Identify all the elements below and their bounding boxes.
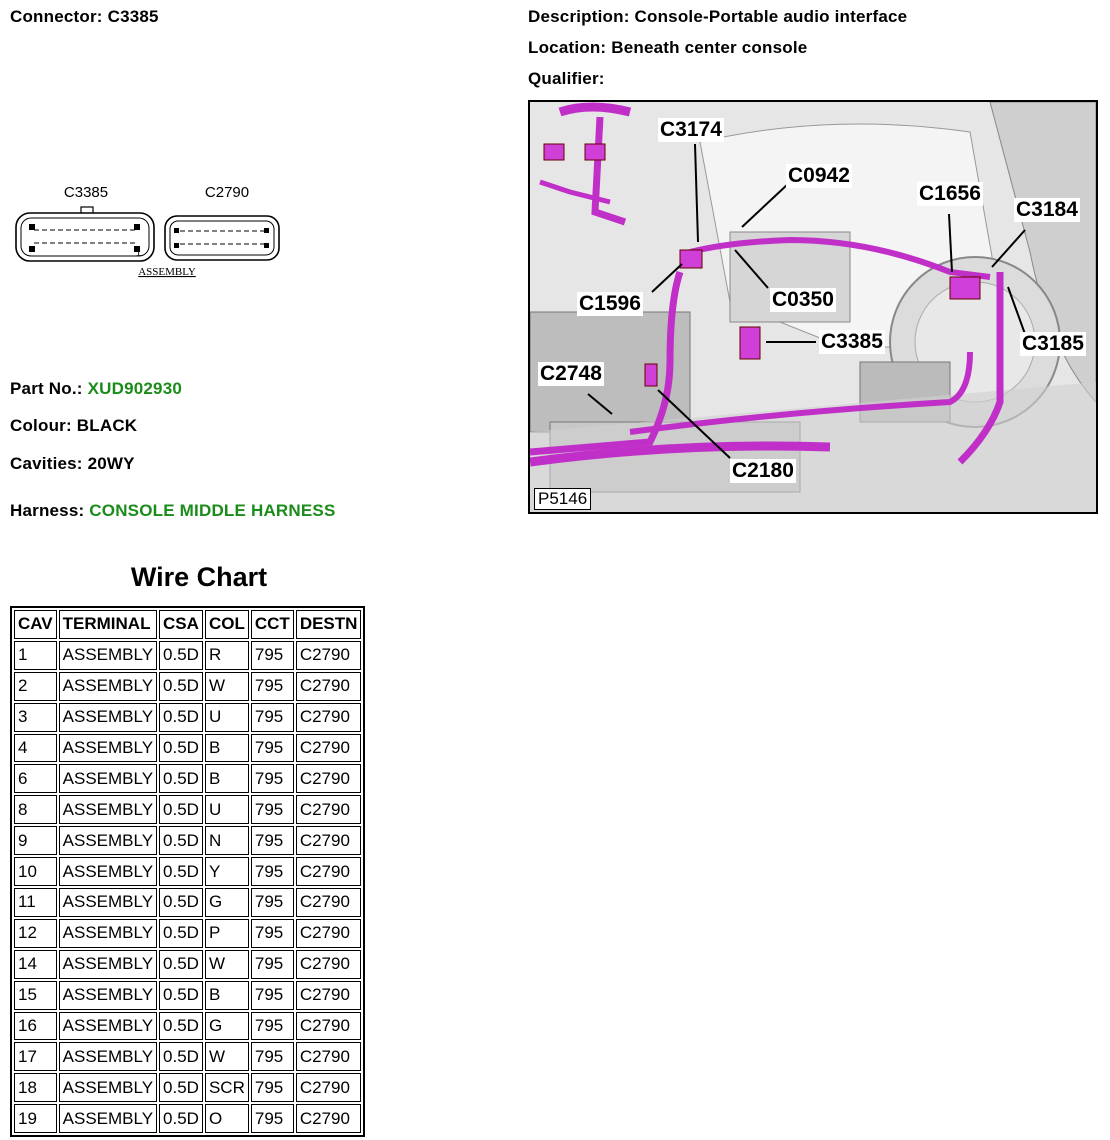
cell-destn: C2790 xyxy=(296,981,362,1010)
cell-cct: 795 xyxy=(251,919,294,948)
location-illustration xyxy=(528,100,1098,514)
diagram-right-id: C2790 xyxy=(204,184,250,201)
cell-csa: 0.5D xyxy=(159,981,203,1010)
cell-col: B xyxy=(205,764,249,793)
table-row xyxy=(14,795,361,824)
cell-col: G xyxy=(205,1012,249,1041)
cell-csa: 0.5D xyxy=(159,857,203,886)
cell-terminal: ASSEMBLY xyxy=(59,703,157,732)
callout-c0350: C0350 xyxy=(772,288,834,311)
callout-c2180: C2180 xyxy=(732,459,794,482)
cell-cct: 795 xyxy=(251,888,294,917)
table-row xyxy=(14,888,361,917)
cell-cct: 795 xyxy=(251,764,294,793)
column-header-terminal: TERMINAL xyxy=(59,610,157,639)
cell-csa: 0.5D xyxy=(159,888,203,917)
table-row xyxy=(14,919,361,948)
cell-destn: C2790 xyxy=(296,672,362,701)
cell-cav: 8 xyxy=(14,795,57,824)
cell-col: G xyxy=(205,888,249,917)
cell-cav: 18 xyxy=(14,1073,57,1102)
cell-cav: 15 xyxy=(14,981,57,1010)
cell-cav: 10 xyxy=(14,857,57,886)
column-header-cct: CCT xyxy=(251,610,294,639)
cell-destn: C2790 xyxy=(296,764,362,793)
callout-c3174: C3174 xyxy=(660,118,722,141)
harness-link[interactable]: CONSOLE MIDDLE HARNESS xyxy=(89,501,336,520)
cell-cav: 1 xyxy=(14,641,57,670)
cell-cct: 795 xyxy=(251,641,294,670)
description-field xyxy=(528,7,907,27)
location-field xyxy=(528,38,807,58)
cell-csa: 0.5D xyxy=(159,919,203,948)
cell-terminal: ASSEMBLY xyxy=(59,764,157,793)
table-row xyxy=(14,641,361,670)
cell-csa: 0.5D xyxy=(159,826,203,855)
diagram-pin1: 1 xyxy=(136,248,142,258)
harness-field xyxy=(10,501,336,521)
cell-cct: 795 xyxy=(251,950,294,979)
location-label: Location: xyxy=(528,38,607,57)
column-header-col: COL xyxy=(205,610,249,639)
cell-cav: 4 xyxy=(14,734,57,763)
table-row xyxy=(14,734,361,763)
callout-c2748: C2748 xyxy=(540,362,602,385)
cell-destn: C2790 xyxy=(296,641,362,670)
cell-cct: 795 xyxy=(251,1042,294,1071)
cell-terminal: ASSEMBLY xyxy=(59,641,157,670)
connector-label: Connector: xyxy=(10,7,103,26)
cell-csa: 0.5D xyxy=(159,1104,203,1133)
cell-col: U xyxy=(205,703,249,732)
cell-csa: 0.5D xyxy=(159,795,203,824)
connector-face-diagram xyxy=(10,180,300,280)
cell-destn: C2790 xyxy=(296,919,362,948)
table-row xyxy=(14,826,361,855)
cell-destn: C2790 xyxy=(296,703,362,732)
wire-chart-title: Wire Chart xyxy=(130,562,268,592)
callout-c3385: C3385 xyxy=(821,330,883,353)
cell-cav: 19 xyxy=(14,1104,57,1133)
cell-col: B xyxy=(205,981,249,1010)
cell-cct: 795 xyxy=(251,1012,294,1041)
cell-cav: 3 xyxy=(14,703,57,732)
cell-cct: 795 xyxy=(251,795,294,824)
diagram-caption: ASSEMBLY xyxy=(138,266,196,278)
cell-col: P xyxy=(205,919,249,948)
table-row xyxy=(14,764,361,793)
table-row xyxy=(14,703,361,732)
cell-csa: 0.5D xyxy=(159,672,203,701)
cell-cav: 2 xyxy=(14,672,57,701)
column-header-destn: DESTN xyxy=(296,610,362,639)
cell-csa: 0.5D xyxy=(159,734,203,763)
cell-destn: C2790 xyxy=(296,734,362,763)
cell-cav: 11 xyxy=(14,888,57,917)
cell-cav: 16 xyxy=(14,1012,57,1041)
wire-chart-table xyxy=(10,606,365,1137)
description-value: Console-Portable audio interface xyxy=(634,7,908,26)
table-row xyxy=(14,1042,361,1071)
cell-cct: 795 xyxy=(251,857,294,886)
cell-cct: 795 xyxy=(251,703,294,732)
table-row xyxy=(14,672,361,701)
cell-destn: C2790 xyxy=(296,888,362,917)
cell-terminal: ASSEMBLY xyxy=(59,734,157,763)
cell-col: W xyxy=(205,672,249,701)
cavities-field xyxy=(10,454,135,474)
harness-label: Harness: xyxy=(10,501,85,520)
cell-destn: C2790 xyxy=(296,950,362,979)
connector-value: C3385 xyxy=(107,7,159,26)
cell-terminal: ASSEMBLY xyxy=(59,672,157,701)
cell-col: Y xyxy=(205,857,249,886)
cell-col: W xyxy=(205,1042,249,1071)
cell-terminal: ASSEMBLY xyxy=(59,1012,157,1041)
callout-c3184: C3184 xyxy=(1016,198,1078,221)
cell-cav: 14 xyxy=(14,950,57,979)
part-number-field xyxy=(10,379,182,399)
table-row xyxy=(14,950,361,979)
cell-destn: C2790 xyxy=(296,1042,362,1071)
cell-destn: C2790 xyxy=(296,795,362,824)
cell-csa: 0.5D xyxy=(159,1012,203,1041)
table-row xyxy=(14,1073,361,1102)
cell-cav: 9 xyxy=(14,826,57,855)
cell-terminal: ASSEMBLY xyxy=(59,1104,157,1133)
connector-right-shape xyxy=(165,216,279,260)
colour-field xyxy=(10,416,137,436)
cell-csa: 0.5D xyxy=(159,1073,203,1102)
connector-field xyxy=(10,7,159,27)
cavities-label: Cavities: xyxy=(10,454,83,473)
location-value: Beneath center console xyxy=(611,38,808,57)
colour-value: BLACK xyxy=(76,416,138,435)
cell-cav: 17 xyxy=(14,1042,57,1071)
cell-terminal: ASSEMBLY xyxy=(59,857,157,886)
wire-chart-body xyxy=(14,641,361,1133)
cell-terminal: ASSEMBLY xyxy=(59,950,157,979)
cell-csa: 0.5D xyxy=(159,764,203,793)
diagram-left-id: C3385 xyxy=(63,184,109,201)
cell-cct: 795 xyxy=(251,1104,294,1133)
cell-terminal: ASSEMBLY xyxy=(59,1073,157,1102)
cell-cct: 795 xyxy=(251,672,294,701)
connector-left-shape xyxy=(16,207,154,261)
cell-cav: 6 xyxy=(14,764,57,793)
cell-col: R xyxy=(205,641,249,670)
cell-terminal: ASSEMBLY xyxy=(59,888,157,917)
cell-col: B xyxy=(205,734,249,763)
qualifier-field xyxy=(528,69,605,89)
table-row xyxy=(14,857,361,886)
cell-cav: 12 xyxy=(14,919,57,948)
column-header-cav: CAV xyxy=(14,610,57,639)
cell-terminal: ASSEMBLY xyxy=(59,795,157,824)
cell-col: O xyxy=(205,1104,249,1133)
cell-terminal: ASSEMBLY xyxy=(59,1042,157,1071)
cell-cct: 795 xyxy=(251,981,294,1010)
qualifier-label: Qualifier: xyxy=(528,69,605,88)
cavities-value: 20WY xyxy=(87,454,135,473)
column-header-csa: CSA xyxy=(159,610,203,639)
cell-terminal: ASSEMBLY xyxy=(59,919,157,948)
table-row xyxy=(14,1012,361,1041)
table-row xyxy=(14,981,361,1010)
cell-cct: 795 xyxy=(251,826,294,855)
figure-id: P5146 xyxy=(534,488,591,510)
callout-c3185: C3185 xyxy=(1022,332,1084,355)
cell-col: SCR xyxy=(205,1073,249,1102)
callout-c1596: C1596 xyxy=(579,292,641,315)
cell-destn: C2790 xyxy=(296,1012,362,1041)
cell-terminal: ASSEMBLY xyxy=(59,826,157,855)
cell-col: U xyxy=(205,795,249,824)
callout-c0942: C0942 xyxy=(788,164,850,187)
cell-col: N xyxy=(205,826,249,855)
cell-csa: 0.5D xyxy=(159,703,203,732)
callout-c1656: C1656 xyxy=(919,182,981,205)
cell-cct: 795 xyxy=(251,734,294,763)
cell-destn: C2790 xyxy=(296,1073,362,1102)
cell-csa: 0.5D xyxy=(159,1042,203,1071)
cell-csa: 0.5D xyxy=(159,641,203,670)
cell-destn: C2790 xyxy=(296,857,362,886)
cell-terminal: ASSEMBLY xyxy=(59,981,157,1010)
cell-cct: 795 xyxy=(251,1073,294,1102)
part-number-label: Part No.: xyxy=(10,379,83,398)
cell-destn: C2790 xyxy=(296,826,362,855)
colour-label: Colour: xyxy=(10,416,72,435)
cell-col: W xyxy=(205,950,249,979)
cell-destn: C2790 xyxy=(296,1104,362,1133)
part-number-link[interactable]: XUD902930 xyxy=(87,379,182,398)
cell-csa: 0.5D xyxy=(159,950,203,979)
wire-chart-header-row xyxy=(14,610,361,639)
description-label: Description: xyxy=(528,7,630,26)
table-row xyxy=(14,1104,361,1133)
